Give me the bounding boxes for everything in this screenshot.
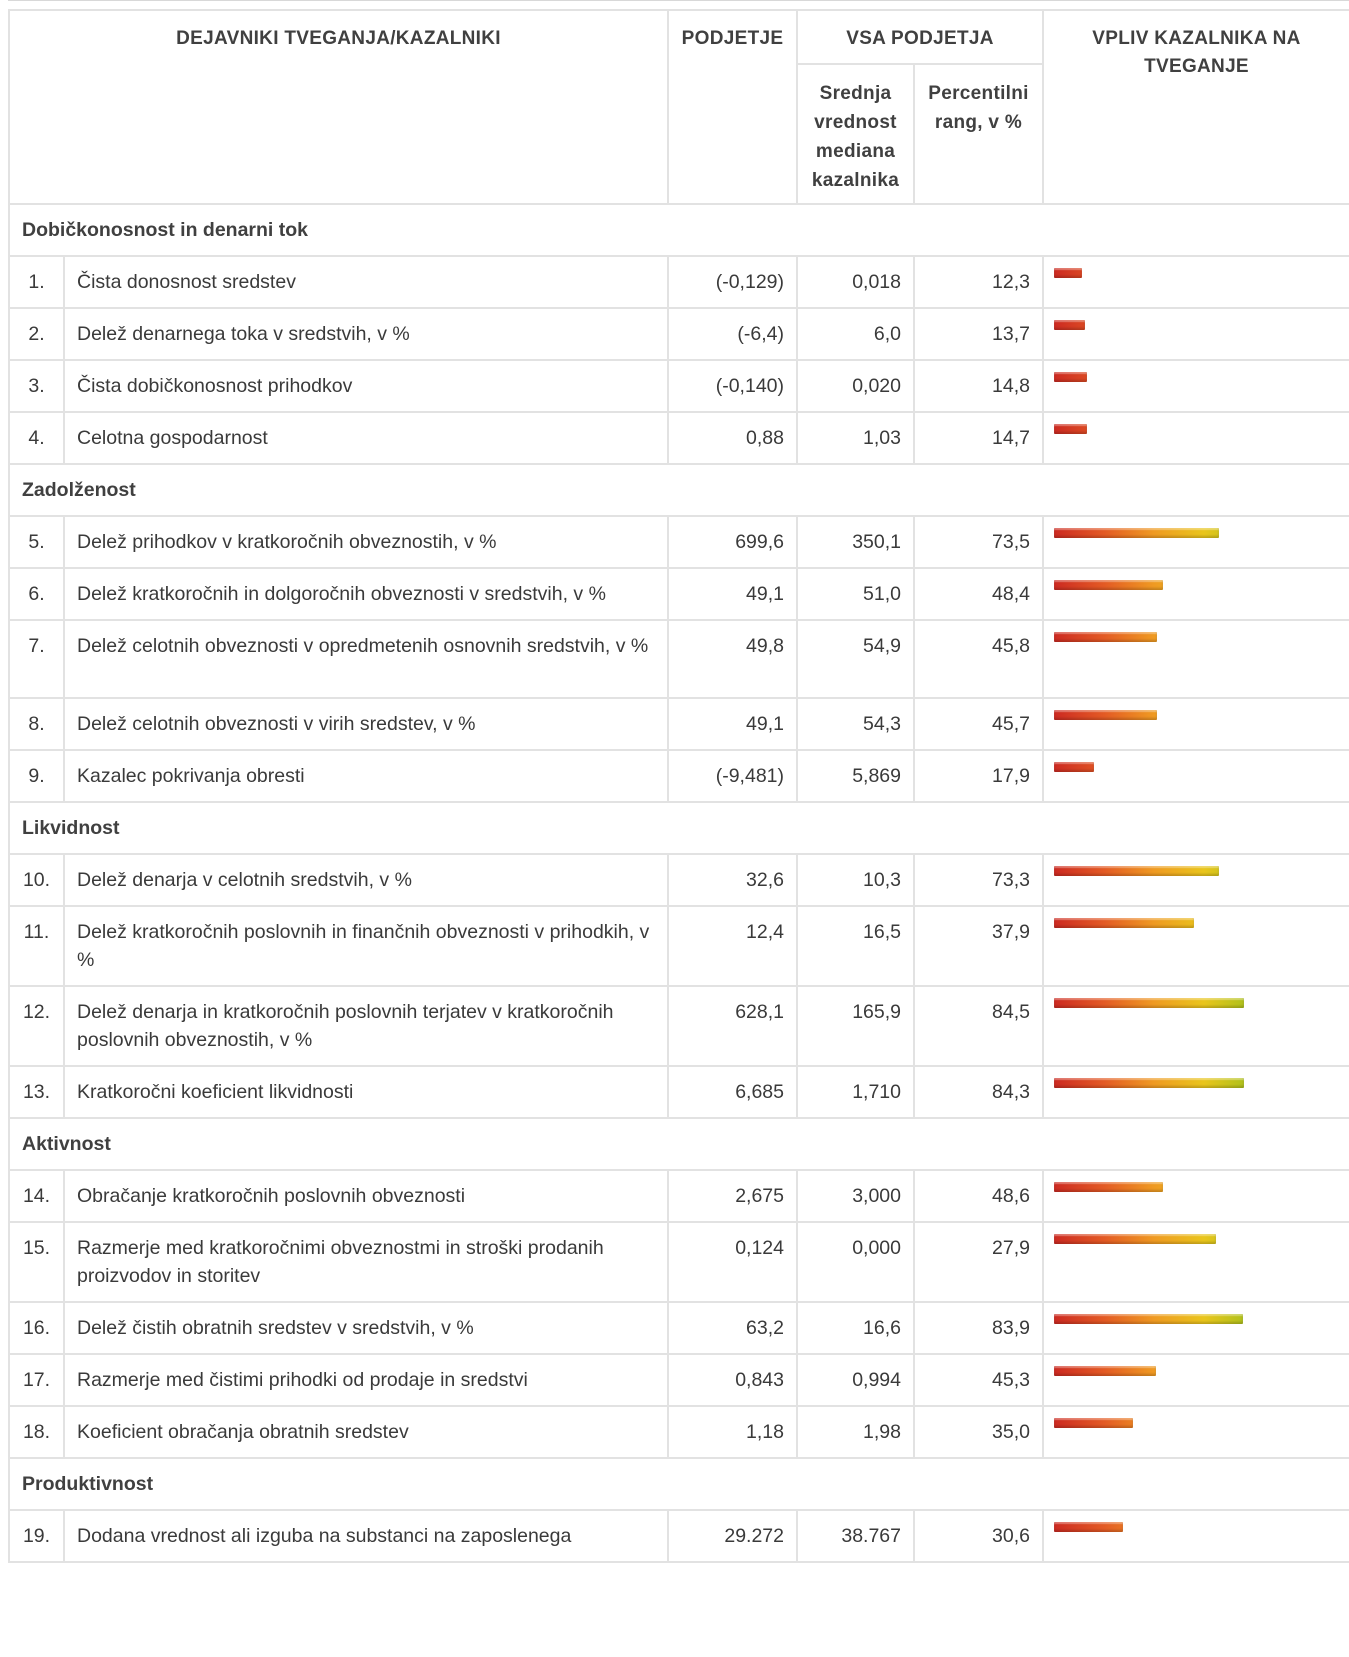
percentile-rank: 84,5 xyxy=(914,986,1043,1066)
median-value: 0,000 xyxy=(797,1222,914,1302)
median-value: 1,03 xyxy=(797,412,914,464)
table-header xyxy=(9,10,1349,204)
company-value: 6,685 xyxy=(668,1066,797,1118)
indicator-label: Delež kratkoročnih in dolgoročnih obveznosti v sredstvih, v % xyxy=(64,568,668,620)
percentile-rank: 14,8 xyxy=(914,360,1043,412)
company-value: 1,18 xyxy=(668,1406,797,1458)
company-value: 2,675 xyxy=(668,1170,797,1222)
impact-bar-cell xyxy=(1043,698,1349,750)
percentile-rank: 48,4 xyxy=(914,568,1043,620)
top-border xyxy=(8,0,1349,1)
median-value: 54,3 xyxy=(797,698,914,750)
indicator-label: Čista dobičkonosnost prihodkov xyxy=(64,360,668,412)
table-row xyxy=(9,412,1349,464)
impact-bar-cell xyxy=(1043,986,1349,1066)
impact-bar-cell xyxy=(1043,906,1349,986)
row-number: 2. xyxy=(9,308,64,360)
percentile-rank: 13,7 xyxy=(914,308,1043,360)
impact-bar xyxy=(1054,1078,1244,1088)
indicator-label: Obračanje kratkoročnih poslovnih obveznosti xyxy=(64,1170,668,1222)
table-row xyxy=(9,1222,1349,1302)
impact-bar xyxy=(1054,528,1219,538)
row-number: 6. xyxy=(9,568,64,620)
impact-bar xyxy=(1054,1234,1216,1244)
percentile-rank: 73,5 xyxy=(914,516,1043,568)
header-impact: VPLIV KAZALNIKA NA TVEGANJE xyxy=(1043,10,1349,204)
indicator-label: Delež denarja in kratkoročnih poslovnih terjatev v kratkoročnih poslovnih obveznostih, v % xyxy=(64,986,668,1066)
table-row xyxy=(9,906,1349,986)
indicator-label: Razmerje med kratkoročnimi obveznostmi in stroški prodanih proizvodov in storitev xyxy=(64,1222,668,1302)
percentile-rank: 14,7 xyxy=(914,412,1043,464)
impact-bar-cell xyxy=(1043,1354,1349,1406)
company-value: (-6,4) xyxy=(668,308,797,360)
section-header xyxy=(9,802,1349,854)
row-number: 11. xyxy=(9,906,64,986)
company-value: 63,2 xyxy=(668,1302,797,1354)
median-value: 165,9 xyxy=(797,986,914,1066)
company-value: 628,1 xyxy=(668,986,797,1066)
percentile-rank: 27,9 xyxy=(914,1222,1043,1302)
company-value: (-0,140) xyxy=(668,360,797,412)
row-number: 7. xyxy=(9,620,64,698)
indicator-label: Delež celotnih obveznosti v opredmetenih osnovnih sredstvih, v % xyxy=(64,620,668,698)
median-value: 1,710 xyxy=(797,1066,914,1118)
impact-bar-cell xyxy=(1043,360,1349,412)
table-row xyxy=(9,750,1349,802)
impact-bar xyxy=(1054,762,1094,772)
table-body xyxy=(9,204,1349,1562)
company-value: 12,4 xyxy=(668,906,797,986)
company-value: 49,8 xyxy=(668,620,797,698)
section-title: Zadolženost xyxy=(9,464,1349,516)
row-number: 13. xyxy=(9,1066,64,1118)
percentile-rank: 83,9 xyxy=(914,1302,1043,1354)
impact-bar-cell xyxy=(1043,1302,1349,1354)
table-row xyxy=(9,698,1349,750)
impact-bar-cell xyxy=(1043,1222,1349,1302)
percentile-rank: 37,9 xyxy=(914,906,1043,986)
table-row xyxy=(9,1510,1349,1562)
company-value: 0,124 xyxy=(668,1222,797,1302)
header-company: PODJETJE xyxy=(668,10,797,204)
median-value: 350,1 xyxy=(797,516,914,568)
company-value: 49,1 xyxy=(668,698,797,750)
impact-bar xyxy=(1054,632,1157,642)
impact-bar-cell xyxy=(1043,256,1349,308)
table-row xyxy=(9,568,1349,620)
percentile-rank: 45,3 xyxy=(914,1354,1043,1406)
impact-bar-cell xyxy=(1043,412,1349,464)
median-value: 0,994 xyxy=(797,1354,914,1406)
impact-bar xyxy=(1054,1314,1243,1324)
median-value: 3,000 xyxy=(797,1170,914,1222)
median-value: 6,0 xyxy=(797,308,914,360)
header-all-companies: VSA PODJETJA xyxy=(797,10,1043,64)
table-row xyxy=(9,308,1349,360)
indicator-label: Delež prihodkov v kratkoročnih obveznostih, v % xyxy=(64,516,668,568)
impact-bar xyxy=(1054,424,1087,434)
section-title: Produktivnost xyxy=(9,1458,1349,1510)
indicator-label: Delež čistih obratnih sredstev v sredstvih, v % xyxy=(64,1302,668,1354)
indicator-label: Delež celotnih obveznosti v virih sredstev, v % xyxy=(64,698,668,750)
row-number: 12. xyxy=(9,986,64,1066)
table-row xyxy=(9,620,1349,698)
row-number: 15. xyxy=(9,1222,64,1302)
row-number: 18. xyxy=(9,1406,64,1458)
table-row xyxy=(9,854,1349,906)
impact-bar-cell xyxy=(1043,854,1349,906)
impact-bar xyxy=(1054,320,1085,330)
table-row xyxy=(9,1066,1349,1118)
impact-bar xyxy=(1054,372,1087,382)
indicator-label: Kazalec pokrivanja obresti xyxy=(64,750,668,802)
row-number: 14. xyxy=(9,1170,64,1222)
impact-bar xyxy=(1054,866,1219,876)
row-number: 19. xyxy=(9,1510,64,1562)
impact-bar xyxy=(1054,268,1082,278)
median-value: 5,869 xyxy=(797,750,914,802)
percentile-rank: 73,3 xyxy=(914,854,1043,906)
impact-bar xyxy=(1054,710,1157,720)
indicator-label: Delež denarnega toka v sredstvih, v % xyxy=(64,308,668,360)
median-value: 0,018 xyxy=(797,256,914,308)
percentile-rank: 48,6 xyxy=(914,1170,1043,1222)
section-header xyxy=(9,1458,1349,1510)
company-value: 32,6 xyxy=(668,854,797,906)
percentile-rank: 30,6 xyxy=(914,1510,1043,1562)
impact-bar-cell xyxy=(1043,1066,1349,1118)
row-number: 10. xyxy=(9,854,64,906)
row-number: 1. xyxy=(9,256,64,308)
table-row xyxy=(9,1354,1349,1406)
impact-bar-cell xyxy=(1043,516,1349,568)
impact-bar xyxy=(1054,1522,1123,1532)
impact-bar xyxy=(1054,998,1244,1008)
impact-bar-cell xyxy=(1043,1170,1349,1222)
subheader-percentile-rank: Percentilni rang, v % xyxy=(914,64,1043,204)
company-value: 0,843 xyxy=(668,1354,797,1406)
table-row xyxy=(9,1406,1349,1458)
subheader-median: Srednja vrednost mediana kazalnika xyxy=(797,64,914,204)
percentile-rank: 45,8 xyxy=(914,620,1043,698)
risk-indicators-table xyxy=(8,9,1349,1563)
table-row xyxy=(9,516,1349,568)
median-value: 0,020 xyxy=(797,360,914,412)
indicator-label: Kratkoročni koeficient likvidnosti xyxy=(64,1066,668,1118)
header-factor: DEJAVNIKI TVEGANJA/KAZALNIKI xyxy=(9,10,668,204)
impact-bar xyxy=(1054,918,1194,928)
table-row xyxy=(9,1170,1349,1222)
row-number: 5. xyxy=(9,516,64,568)
impact-bar-cell xyxy=(1043,750,1349,802)
impact-bar xyxy=(1054,580,1163,590)
table-row xyxy=(9,1302,1349,1354)
company-value: (-9,481) xyxy=(668,750,797,802)
indicator-label: Celotna gospodarnost xyxy=(64,412,668,464)
median-value: 16,6 xyxy=(797,1302,914,1354)
row-number: 4. xyxy=(9,412,64,464)
median-value: 38.767 xyxy=(797,1510,914,1562)
indicator-label: Koeficient obračanja obratnih sredstev xyxy=(64,1406,668,1458)
row-number: 17. xyxy=(9,1354,64,1406)
percentile-rank: 17,9 xyxy=(914,750,1043,802)
impact-bar-cell xyxy=(1043,1406,1349,1458)
company-value: 699,6 xyxy=(668,516,797,568)
company-value: 49,1 xyxy=(668,568,797,620)
section-title: Likvidnost xyxy=(9,802,1349,854)
percentile-rank: 35,0 xyxy=(914,1406,1043,1458)
percentile-rank: 84,3 xyxy=(914,1066,1043,1118)
percentile-rank: 12,3 xyxy=(914,256,1043,308)
median-value: 54,9 xyxy=(797,620,914,698)
impact-bar xyxy=(1054,1418,1133,1428)
company-value: (-0,129) xyxy=(668,256,797,308)
section-header xyxy=(9,204,1349,256)
row-number: 16. xyxy=(9,1302,64,1354)
section-header xyxy=(9,1118,1349,1170)
impact-bar xyxy=(1054,1182,1163,1192)
section-header xyxy=(9,464,1349,516)
indicator-label: Čista donosnost sredstev xyxy=(64,256,668,308)
impact-bar-cell xyxy=(1043,620,1349,698)
row-number: 8. xyxy=(9,698,64,750)
percentile-rank: 45,7 xyxy=(914,698,1043,750)
median-value: 16,5 xyxy=(797,906,914,986)
indicator-label: Razmerje med čistimi prihodki od prodaje in sredstvi xyxy=(64,1354,668,1406)
median-value: 10,3 xyxy=(797,854,914,906)
table-row xyxy=(9,360,1349,412)
table-row xyxy=(9,256,1349,308)
impact-bar-cell xyxy=(1043,308,1349,360)
impact-bar-cell xyxy=(1043,1510,1349,1562)
impact-bar xyxy=(1054,1366,1156,1376)
median-value: 51,0 xyxy=(797,568,914,620)
impact-bar-cell xyxy=(1043,568,1349,620)
section-title: Dobičkonosnost in denarni tok xyxy=(9,204,1349,256)
row-number: 9. xyxy=(9,750,64,802)
indicator-label: Delež kratkoročnih poslovnih in finančnih obveznosti v prihodkih, v % xyxy=(64,906,668,986)
indicator-label: Dodana vrednost ali izguba na substanci na zaposlenega xyxy=(64,1510,668,1562)
section-title: Aktivnost xyxy=(9,1118,1349,1170)
company-value: 0,88 xyxy=(668,412,797,464)
indicator-label: Delež denarja v celotnih sredstvih, v % xyxy=(64,854,668,906)
median-value: 1,98 xyxy=(797,1406,914,1458)
row-number: 3. xyxy=(9,360,64,412)
company-value: 29.272 xyxy=(668,1510,797,1562)
table-row xyxy=(9,986,1349,1066)
